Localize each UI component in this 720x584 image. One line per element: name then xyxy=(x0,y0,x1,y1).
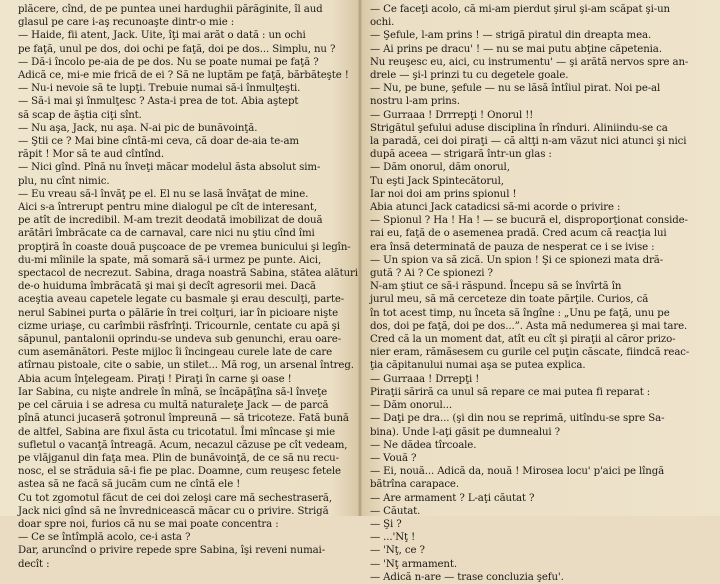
text-line: — Ce se întîmplă acolo, ce-i asta ? xyxy=(18,532,191,544)
text-line: — 'Nţ, ce ? xyxy=(370,545,425,557)
text-line: nosc, el se străduia să-i fie pe plac. Doamne, cum reuşesc fetele xyxy=(18,466,341,478)
text-line: cizme uriaşe, cu carîmbii răsfrînţi. Tricournle, centate cu apă şi xyxy=(18,320,340,332)
text-line: pe atît de incredibil. M-am trezit deodată imobilizat de două xyxy=(18,215,323,227)
text-line: să scap de ăştia ciţi sînt. xyxy=(18,109,142,121)
text-line: Cu tot zgomotul făcut de cei doi zeloşi care mă sechestraseră, xyxy=(18,492,332,504)
text-line: nostru l-am prins. xyxy=(370,96,460,108)
text-line: ochi. xyxy=(370,17,395,29)
text-line: sufletul o vacanţă întreagă. Acum, necazul căzuse pe cît vedeam, xyxy=(18,439,348,451)
text-line: — Dăm onorul, dăm onorul, xyxy=(370,162,510,174)
text-line: Cred că la un moment dat, atît eu cît şi piraţii al căror prizo- xyxy=(370,334,676,346)
text-line: — Nu aşa, Jack, nu aşa. N-ai pic de bunăvoinţă. xyxy=(18,122,258,134)
text-line: — Vouă ? xyxy=(370,452,417,464)
text-line: — Dă-i încolo pe-aia de pe dos. Nu se poate numai pe faţă ? xyxy=(18,56,319,68)
text-line: de altfel, Sabina are fixul ăsta cu tricotatul. Îmi mîncase şi mie xyxy=(18,426,336,438)
text-line: spectacol de necrezut. Sabina, draga noastră Sabina, stătea alături xyxy=(18,268,358,280)
text-line: glasul pe care i-aş recunoaşte dintr-o mie : xyxy=(18,17,235,29)
text-line: după aceea — strigară într-un glas : xyxy=(370,149,552,161)
text-line: Dar, aruncînd o privire repede spre Sabina, îşi reveni numai- xyxy=(18,545,326,557)
text-line: pe cel căruia i se adresa cu multă naturaleţe Jack — de parcă xyxy=(18,400,329,412)
text-line: — Daţi pe dra... (şi din nou se reprimă, uitîndu-se spre Sa- xyxy=(370,413,665,425)
text-line: aceştia aveau capetele legate cu basmale şi erau desculţi, parte- xyxy=(18,294,345,306)
text-line: în tot acest timp, nu înceta să îngîne : „Unu pe faţă, unu pe xyxy=(370,307,670,319)
text-line: — Un spion va să zică. Un spion ! Şi ce spionezi mata dră- xyxy=(370,254,664,266)
text-line: pe vlăjganul din faţa mea. Plin de bunăvoinţă, de ce să nu recu- xyxy=(18,452,339,464)
text-line: — Spionul ? Ha ! Ha ! — se bucură el, disproporţionat conside- xyxy=(370,215,688,227)
text-line: dos, doi pe faţă, doi pe dos...”. Asta mă nedumerea şi mai tare. xyxy=(370,320,688,332)
text-line: — Nici gînd. Pînă nu înveţi măcar modelul ăsta absolut sim- xyxy=(18,162,321,174)
text-line: arătări îmbrăcate ca de carnaval, care nici nu ştiu cînd îmi xyxy=(18,228,315,240)
text-line: Abia atunci Jack catadicsi să-mi acorde o privire : xyxy=(370,202,621,214)
text-line: Jack nici gînd să ne învrednicească măcar cu o privire. Strigă xyxy=(18,505,329,517)
text-line: Iar Sabina, cu nişte andrele în mînă, se încăpăţîna să-l înveţe xyxy=(18,386,328,398)
text-line: Nu reuşesc eu, aici, cu instrumentu' — şi arătă nervos spre an- xyxy=(370,56,689,68)
text-line: pe faţă, unul pe dos, doi ochi pe faţă, doi pe dos... Simplu, nu ? xyxy=(18,43,336,55)
text-line: Iar noi doi am prins spionul ! xyxy=(370,188,517,200)
text-line: — Ne dădea tîrcoale. xyxy=(370,439,477,451)
text-line: bătrîna carapace. xyxy=(370,479,459,491)
text-line: era însă determinată de pauza de nesperat ce i se ivise : xyxy=(370,241,655,253)
text-line: astea să ne facă să jucăm cum ne cîntă ele ! xyxy=(18,479,241,491)
text-line: — Nu-i nevoie să te lupţi. Trebuie numai să-i înmulţeşti. xyxy=(18,83,301,95)
text-line: drele — şi-l prinzi tu cu degetele goale. xyxy=(370,70,569,82)
text-line: propţiră în coaste două puşcoace de pe vremea bunicului şi legîn- xyxy=(18,241,351,253)
text-line: — ...'Nţ ! xyxy=(370,532,416,544)
text-line: — Şefule, l-am prins ! — strigă piratul din dreapta mea. xyxy=(370,30,652,42)
text-line: Tu eşti Jack Spintecătorul, xyxy=(370,175,504,187)
text-line: — Căutat. xyxy=(370,505,421,517)
text-line: — Nu, pe bune, şefule — nu se lăsă întîiul pirat. Noi pe-al xyxy=(370,83,661,95)
text-line: Strigătul şefului aduse disciplina în rînduri. Aliniindu-se ca xyxy=(370,122,668,134)
text-line: pînă atunci jucaseră şotronul împreună — să tricoteze. Fată bună xyxy=(18,413,349,425)
text-line: gută ? Ai ? Ce spionezi ? xyxy=(370,268,493,280)
text-line: Abia acum înţelegeam. Piraţi ! Piraţi în carne şi oase ! xyxy=(18,373,292,385)
text-line: răpit ! Mor să te aud cîntînd. xyxy=(18,149,164,161)
text-line: — Ai prins pe dracu' ! — nu se mai putu abţine căpetenia. xyxy=(370,43,662,55)
text-line: N-am ştiut ce să-i răspund. Începu să se învîrtă în xyxy=(370,281,622,293)
text-line: jurul meu, să mă cerceteze din toate părţile. Curios, că xyxy=(370,294,649,306)
text-line: — Dăm onorul... xyxy=(370,400,452,412)
book-gutter xyxy=(358,0,362,516)
text-line: săpunul, pantalonii oprindu-se undeva sub genunchi, erau oare- xyxy=(18,334,342,346)
text-line: — Adică n-are — trase concluzia şefu'. xyxy=(370,571,564,583)
text-line: plu, nu cînt nimic. xyxy=(18,175,110,187)
text-line: nier eram, rămăsesem cu gurile cel puţin căscate, fiindcă reac- xyxy=(370,347,690,359)
text-line: doar spre noi, furios că nu se mai poate concentra : xyxy=(18,518,279,530)
text-line: decît : xyxy=(18,558,50,570)
text-line: — Haide, fii atent, Jack. Uite, îţi mai arăt o dată : un ochi xyxy=(18,30,306,42)
text-line: — Ei, nouă... Adică da, nouă ! Mirosea locu' p'aici pe lîngă xyxy=(370,466,665,478)
text-line: — Să-i mai şi înmulţesc ? Asta-i prea de tot. Abia aştept xyxy=(18,96,299,108)
text-line: Aici s-a întrerupt pentru mine dialogul pe cît de interesant, xyxy=(18,202,317,214)
text-line: ţia căpitanului numai aşa se putea explica. xyxy=(370,360,586,372)
text-line: du-mi mîinile la spate, mă somară să-i urmez pe punte. Aici, xyxy=(18,254,322,266)
text-line: Adică ce, mi-e mie frică de ei ? Să ne luptăm pe faţă, bărbăteşte ! xyxy=(18,70,349,82)
text-line: bina). Unde l-aţi găsit pe dumnealui ? xyxy=(370,426,560,438)
text-line: de-o huiduma îmbrăcată şi mai şi decît agresorii mei. Dacă xyxy=(18,281,316,293)
left-page xyxy=(18,3,358,570)
right-page xyxy=(370,3,706,583)
text-line: — Ştii ce ? Mai bine cîntă-mi ceva, că doar de-aia te-am xyxy=(18,136,299,148)
text-line: — Gurraaa ! Drrrepţi ! Onorul !! xyxy=(370,109,534,121)
text-line: — Eu vreau să-l învăţ pe el. El nu se lasă învăţat de mine. xyxy=(18,188,309,200)
text-line: — 'Nţ armament. xyxy=(370,558,457,570)
text-line: — Ce faceţi acolo, că mi-am pierdut şirul şi-am scăpat şi-un xyxy=(370,4,670,15)
text-line: nerul Sabinei purta o pălărie în trei colţuri, iar în picioare nişte xyxy=(18,307,338,319)
text-line: Piraţii săriră ca unul să repare ce mai putea fi reparat : xyxy=(370,386,651,398)
text-line: cum asemănători. Peste mijloc îi încingeau curele late de care xyxy=(18,347,333,359)
text-line: la paradă, cei doi piraţi — că altţi n-am văzut nici atunci şi nici xyxy=(370,136,687,148)
text-line: — Şi ? xyxy=(370,518,402,530)
text-line: atîrnau pistoale, cite o sabie, un stilet... Mă rog, un arsenal întreg. xyxy=(18,360,354,372)
text-line: — Gurraaa ! Drrepţi ! xyxy=(370,373,480,385)
text-line: — Are armament ? L-aţi căutat ? xyxy=(370,492,535,504)
text-line: plăcere, cînd, de pe puntea unei hardughii părăginite, îl aud xyxy=(18,4,323,15)
text-line: rai eu, faţă de o asemenea pradă. Cred acum că reacţia lui xyxy=(370,228,667,240)
